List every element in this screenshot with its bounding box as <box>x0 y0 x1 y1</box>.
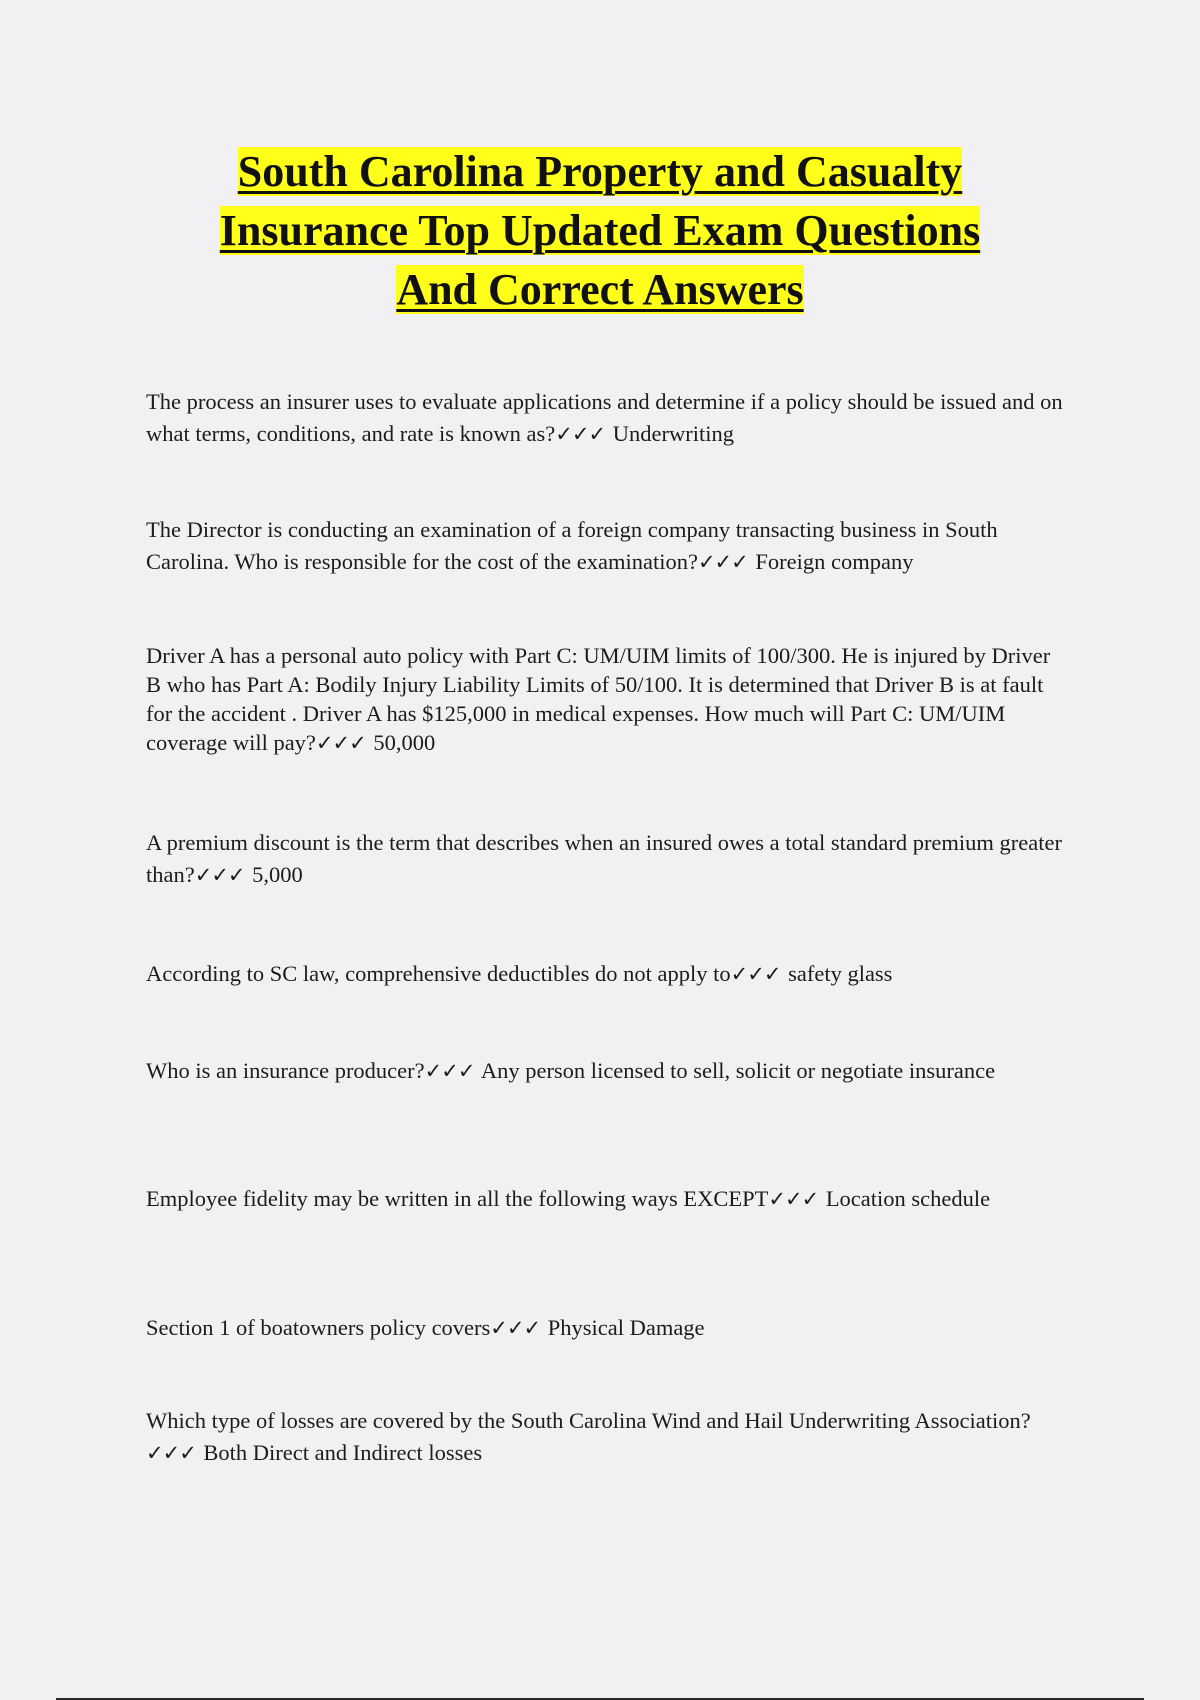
qa-item <box>146 1183 1066 1215</box>
answer-text: Underwriting <box>612 421 734 446</box>
check-marks-icon: ✓✓✓ <box>768 1187 819 1211</box>
check-marks-icon: ✓✓✓ <box>490 1316 541 1340</box>
question-text: Who is an insurance producer? <box>146 1058 425 1083</box>
check-marks-icon: ✓✓✓ <box>555 422 606 446</box>
qa-item <box>146 514 1066 578</box>
answer-text: 5,000 <box>252 862 303 887</box>
title-line: And Correct Answers <box>396 265 804 314</box>
qa-item <box>146 641 1066 758</box>
check-marks-icon: ✓✓✓ <box>146 1441 196 1465</box>
question-text: According to SC law, comprehensive deductibles do not apply to <box>146 961 731 986</box>
check-marks-icon: ✓✓✓ <box>194 863 245 887</box>
answer-text: Any person licensed to sell, solicit or negotiate insurance <box>480 1058 996 1083</box>
check-marks-icon: ✓✓✓ <box>315 731 366 755</box>
question-text: The process an insurer uses to evaluate applications and determine if a policy should be issued and on what terms, conditions, and rate is known as? <box>146 389 1063 446</box>
question-text: Which type of losses are covered by the South Carolina Wind and Hail Underwriting Association? <box>146 1408 1031 1433</box>
question-text: Section 1 of boatowners policy covers <box>146 1315 491 1340</box>
qa-item <box>146 827 1066 891</box>
question-text: A premium discount is the term that describes when an insured owes a total standard premium greater than? <box>146 830 1062 887</box>
answer-text: Location schedule <box>825 1186 991 1211</box>
qa-item <box>146 958 1066 990</box>
document-title <box>60 142 1140 319</box>
title-line: South Carolina Property and Casualty <box>237 147 963 196</box>
question-text: The Director is conducting an examination of a foreign company transacting business in South Carolina. Who is responsible for the cost of the examination? <box>146 517 998 574</box>
title-line: Insurance Top Updated Exam Questions <box>219 206 981 255</box>
check-marks-icon: ✓✓✓ <box>424 1059 475 1083</box>
answer-text: 50,000 <box>373 730 436 755</box>
check-marks-icon: ✓✓✓ <box>730 962 781 986</box>
check-marks-icon: ✓✓✓ <box>697 550 748 574</box>
answer-text: safety glass <box>788 961 893 986</box>
qa-item <box>146 1055 1066 1087</box>
answer-text: Foreign company <box>755 549 914 574</box>
qa-item <box>146 386 1066 450</box>
answer-text: Physical Damage <box>547 1315 705 1340</box>
question-text: Employee fidelity may be written in all the following ways EXCEPT <box>146 1186 769 1211</box>
question-text: Driver A has a personal auto policy with Part C: UM/UIM limits of 100/300. He is injured by Driver B who has Part A: Bodily Injury Liability Limits of 50/100. It is determined that Driver B is at fault for the accident . Driver A has $125,000 in medical expenses. How much will Part C: UM/UIM coverage will pay? <box>146 643 1051 755</box>
qa-item <box>146 1405 1066 1469</box>
qa-item <box>146 1312 1066 1344</box>
answer-text: Both Direct and Indirect losses <box>203 1440 483 1465</box>
